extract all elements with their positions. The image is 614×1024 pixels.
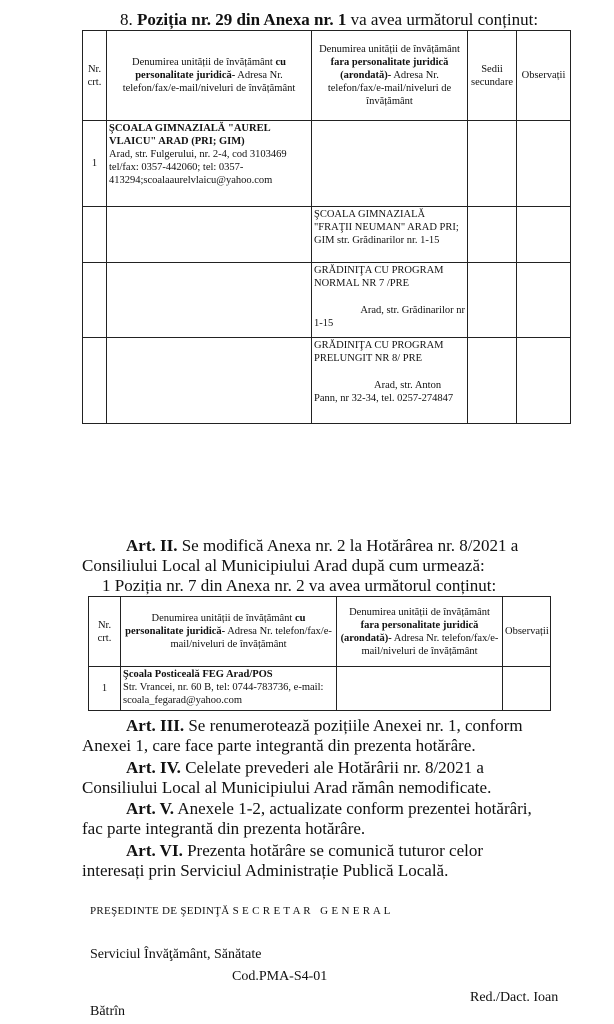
school-details: Arad, str. Fulgerului, nr. 2-4, cod 3103469 tel/fax: 0357-442060; tel: 0357-413294;scoalaaurelvlaicu@yahoo.com bbox=[109, 149, 287, 186]
header-with-legal-personality: Denumirea unității de învățământ cu personalitate juridică- Adresa Nr. telefon/fax/e-mail/niveluri de învățământ bbox=[121, 597, 337, 667]
art-2-line-3: 1 Poziția nr. 7 din Anexa nr. 2 va avea următorul conținut: bbox=[102, 576, 497, 595]
kindergarten-7-address: Arad, str. Grădinarilor nr bbox=[360, 305, 465, 316]
art-4-line-1: Art. IV. Celelate prevederi ale Hotărârii nr. 8/2021 a bbox=[126, 758, 484, 777]
section-8-heading: 8. Poziția nr. 29 din Anexa nr. 1 va avea următorul conținut: bbox=[120, 10, 539, 29]
kindergarten-7-name: GRĂDINIŢA CU PROGRAM NORMAL NR 7 /PRE bbox=[314, 265, 444, 289]
header-observations: Observații bbox=[503, 597, 551, 667]
kindergarten-8-cell bbox=[312, 338, 468, 424]
school-cell bbox=[121, 667, 337, 711]
table-row bbox=[83, 207, 571, 263]
kindergarten-7-address-2: 1-15 bbox=[314, 318, 334, 329]
art-2-line-1: Art. II. Se modifică Anexa nr. 2 la Hotărârea nr. 8/2021 a bbox=[126, 536, 519, 555]
header-nr-crt: Nr. crt. bbox=[89, 597, 121, 667]
art-5-line-2: fac parte integrantă din prezenta hotărâre. bbox=[82, 819, 366, 838]
kindergarten-8-name: GRĂDINIŢA CU PROGRAM PRELUNGIT NR 8/ PRE bbox=[314, 340, 444, 364]
table-row bbox=[89, 667, 551, 711]
arondata-school: ŞCOALA GIMNAZIALĂ "FRAŢII NEUMAN" ARAD PRI; GIM str. Grădinarilor nr. 1-15 bbox=[312, 207, 468, 263]
table-row bbox=[83, 121, 571, 207]
art-3-line-1: Art. III. Se renumerotează pozițiile Anexei nr. 1, conform bbox=[126, 716, 523, 735]
art-4-line-2: Consiliului Local al Municipiului Arad rămân nemodificate. bbox=[82, 778, 492, 797]
school-cell bbox=[107, 121, 312, 207]
art-3-line-2: Anexei 1, care face parte integrantă din prezenta hotărâre. bbox=[82, 736, 476, 755]
signature-block: PREŞEDINTE DE ŞEDINŢĂ S E C R E T A R G E N E R A L bbox=[90, 905, 391, 917]
header-nr-crt: Nr. crt. bbox=[83, 31, 107, 121]
footer-service: Serviciul Învăţământ, Sănătate bbox=[90, 947, 262, 962]
school-address: Str. Vrancei, nr. 60 B, tel: 0744-783736, e-mail: scoala_fegarad@yahoo.com bbox=[123, 682, 324, 706]
header-without-legal-personality: Denumirea unității de învățământ fara personalitate juridică (arondată)- Adresa Nr. telefon/fax/e-mail/niveluri de învățământ bbox=[312, 31, 468, 121]
kindergarten-8-address: Arad, str. Anton Pann, nr 32-34, tel. 0257-274847 bbox=[314, 380, 454, 404]
table-header-row bbox=[83, 31, 571, 121]
school-name: Şcoala Posticeală FEG Arad/POS bbox=[123, 669, 273, 680]
table-position-7 bbox=[88, 596, 551, 711]
table-row bbox=[83, 263, 571, 338]
table-row bbox=[83, 338, 571, 424]
table-position-29 bbox=[82, 30, 571, 424]
art-2-line-2: Consiliului Local al Municipiului Arad după cum urmează: bbox=[82, 556, 485, 575]
footer-editor: Red./Dact. Ioan bbox=[470, 990, 559, 1005]
row-number: 1 bbox=[83, 121, 107, 207]
school-name: ŞCOALA GIMNAZIALĂ "AUREL VLAICU" ARAD (PRI; GIM) bbox=[109, 123, 271, 147]
header-secondary-sites: Sedii secundare bbox=[468, 31, 517, 121]
footer-editor-name: Bătrîn bbox=[90, 1004, 125, 1019]
footer-code: Cod.PMA-S4-01 bbox=[232, 969, 328, 984]
header-with-legal-personality: Denumirea unității de învățământ cu personalitate juridică- Adresa Nr. telefon/fax/e-mail/niveluri de învățământ bbox=[107, 31, 312, 121]
row-number: 1 bbox=[89, 667, 121, 711]
art-6-line-2: interesați prin Serviciul Administrație Publică Locală. bbox=[82, 861, 449, 880]
art-5-line-1: Art. V. Anexele 1-2, actualizate conform prezentei hotărâri, bbox=[126, 799, 532, 818]
table-header-row bbox=[89, 597, 551, 667]
art-6-line-1: Art. VI. Prezenta hotărâre se comunică tuturor celor bbox=[126, 841, 484, 860]
header-without-legal-personality: Denumirea unității de învățământ fara personalitate juridică (arondată)- Adresa Nr. telefon/fax/e-mail/niveluri de învățământ bbox=[337, 597, 503, 667]
kindergarten-7-cell bbox=[312, 263, 468, 338]
header-observations: Observații bbox=[517, 31, 571, 121]
